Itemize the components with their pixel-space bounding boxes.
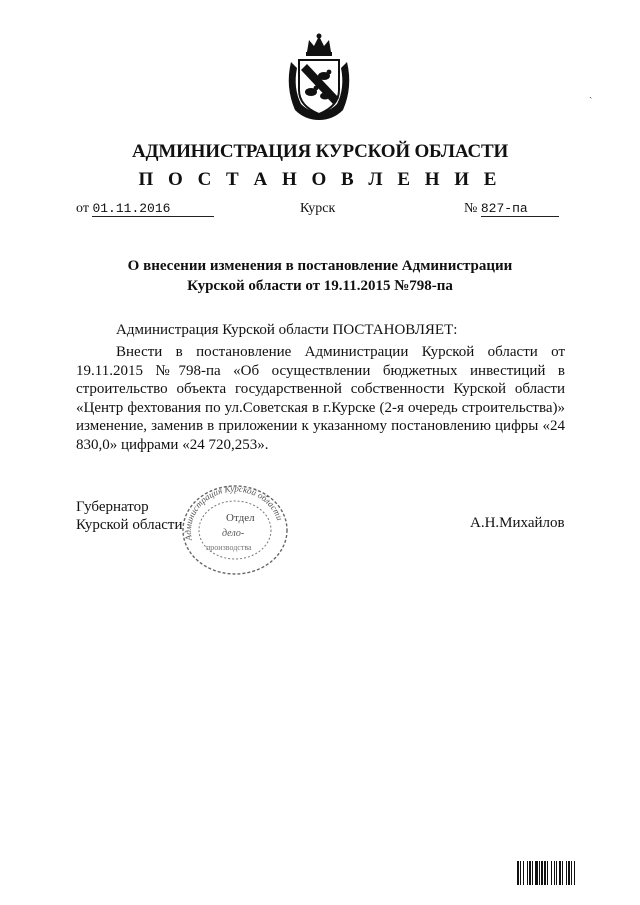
number-value: [481, 201, 559, 217]
barcode-bar: [520, 861, 521, 885]
signer-name: А.Н.Михайлов: [470, 515, 565, 531]
signer-title-line-2: Курской области: [76, 517, 183, 533]
date-value: [92, 201, 214, 217]
barcode-bar: [517, 861, 519, 885]
city: Курск: [300, 201, 336, 216]
barcode-bar: [539, 861, 540, 885]
document-subject: [0, 256, 640, 296]
official-seal-stamp: [170, 478, 300, 578]
date-field: [76, 201, 214, 217]
barcode-bar: [568, 861, 570, 885]
date-text: 01.11.2016: [92, 201, 171, 216]
barcode-bar: [566, 861, 567, 885]
barcode-bar: [544, 861, 546, 885]
number-text: 827-па: [480, 201, 528, 216]
scan-speck: ˎ: [589, 88, 593, 99]
barcode-bar: [571, 861, 572, 885]
barcode-bar: [554, 861, 555, 885]
barcode-bar: [556, 861, 557, 885]
resolution-paragraph: Внести в постановление Администрации Курской области от 19.11.2015 №798-па «Об осуществлении бюджетных инвестиций в строительство объекта государственной собственности Курской области «Центр фехтования по ул.Советская в г.Курске (2-я очередь строительства)» изменение, заменив в приложении к указанному постановлению цифры «24 830,0» цифрами «24 720,253».: [76, 344, 565, 453]
number-field: [464, 201, 559, 217]
signer-title-line-1: Губернатор: [76, 499, 149, 515]
barcode-bar: [532, 861, 533, 885]
barcode-bar: [535, 861, 538, 885]
barcode-bar: [559, 861, 561, 885]
organization-title: АДМИНИСТРАЦИЯ КУРСКОЙ ОБЛАСТИ: [131, 141, 509, 162]
date-prefix: от: [76, 201, 89, 216]
subject-line-1: О внесении изменения в постановление Администрации: [127, 258, 513, 274]
resolution-intro: Администрация Курской области ПОСТАНОВЛЯЕТ:: [116, 322, 458, 338]
barcode-bar: [551, 861, 552, 885]
barcode-bar: [547, 861, 548, 885]
barcode-bar: [523, 861, 524, 885]
seal-ring-text: Администрация Курской области: [182, 483, 286, 542]
barcode-bar: [541, 861, 543, 885]
barcode-bar: [574, 861, 575, 885]
signer-title: [76, 498, 182, 534]
seal-center-line-3: производства: [206, 543, 252, 552]
barcode-bar: [527, 861, 528, 885]
seal-center-line-1: Отдел: [226, 512, 255, 524]
barcode-icon: [517, 861, 611, 885]
barcode-bar: [529, 861, 531, 885]
kursk-coat-of-arms-icon: [285, 32, 353, 122]
barcode-bar: [562, 861, 563, 885]
number-prefix: №: [464, 201, 478, 216]
subject-line-2: Курской области от 19.11.2015 №798-па: [187, 278, 453, 294]
seal-center-line-2: дело-: [222, 528, 245, 539]
document-type: П О С Т А Н О В Л Е Н И Е: [138, 169, 502, 190]
